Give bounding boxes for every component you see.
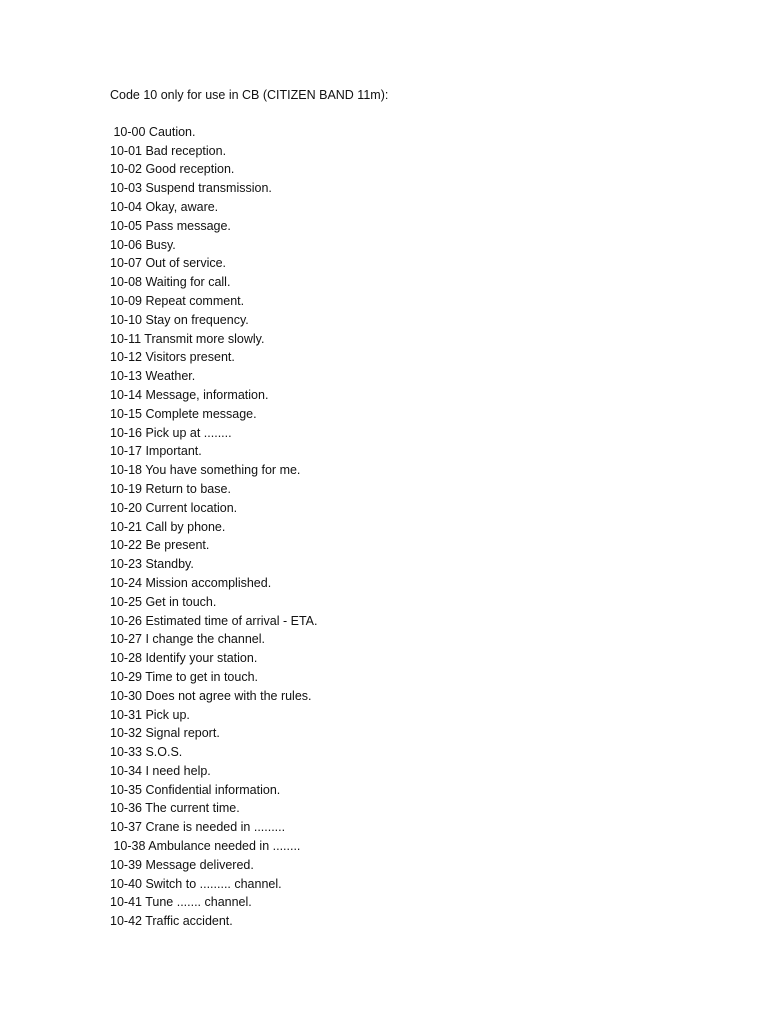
code-item: 10-01 Bad reception. [110,143,227,158]
code-item: 10-00 Caution. [110,124,196,139]
code-item: 10-33 S.O.S. [110,745,183,760]
code-item: 10-07 Out of service. [110,256,227,271]
blank-line [110,105,730,123]
code-item: 10-40 Switch to ......... channel. [110,876,282,891]
code-item: 10-09 Repeat comment. [110,293,245,308]
code-item: 10-22 Be present. [110,538,210,553]
code-item: 10-08 Waiting for call. [110,275,231,290]
code-item: 10-06 Busy. [110,237,176,252]
code-item: 10-21 Call by phone. [110,519,226,534]
code-item: 10-13 Weather. [110,369,196,384]
code-item: 10-41 Tune ....... channel. [110,895,252,910]
code-item: 10-35 Confidential information. [110,782,281,797]
code-item: 10-20 Current location. [110,500,238,515]
code-item: 10-36 The current time. [110,801,240,816]
code-item: 10-23 Standby. [110,557,194,572]
code-item: 10-25 Get in touch. [110,594,217,609]
code-item: 10-38 Ambulance needed in ........ [110,839,301,854]
code-item: 10-11 Transmit more slowly. [110,331,265,346]
code-item: 10-29 Time to get in touch. [110,669,259,684]
code-item: 10-24 Mission accomplished. [110,575,272,590]
code-item: 10-30 Does not agree with the rules. [110,688,312,703]
code-item: 10-42 Traffic accident. [110,914,233,929]
code-item: 10-05 Pass message. [110,218,231,233]
code-item: 10-18 You have something for me. [110,463,301,478]
code-item: 10-27 I change the channel. [110,632,265,647]
code-item: 10-31 Pick up. [110,707,190,722]
code-item: 10-02 Good reception. [110,162,235,177]
code-item: 10-19 Return to base. [110,481,231,496]
document-content [110,86,730,931]
code-list [110,123,730,931]
code-item: 10-17 Important. [110,444,202,459]
code-item: 10-03 Suspend transmission. [110,181,272,196]
code-item: 10-16 Pick up at ........ [110,425,232,440]
code-item: 10-37 Crane is needed in ......... [110,820,286,835]
code-item: 10-10 Stay on frequency. [110,312,249,327]
code-item: 10-32 Signal report. [110,726,220,741]
code-item: 10-28 Identify your station. [110,651,258,666]
code-item: 10-34 I need help. [110,763,211,778]
code-item: 10-39 Message delivered. [110,857,254,872]
code-item: 10-15 Complete message. [110,406,257,421]
code-item: 10-04 Okay, aware. [110,199,219,214]
document-heading: Code 10 only for use in CB (CITIZEN BAND 11m): [110,88,389,102]
code-item: 10-12 Visitors present. [110,350,235,365]
code-item: 10-26 Estimated time of arrival - ETA. [110,613,318,628]
code-item: 10-14 Message, information. [110,387,269,402]
